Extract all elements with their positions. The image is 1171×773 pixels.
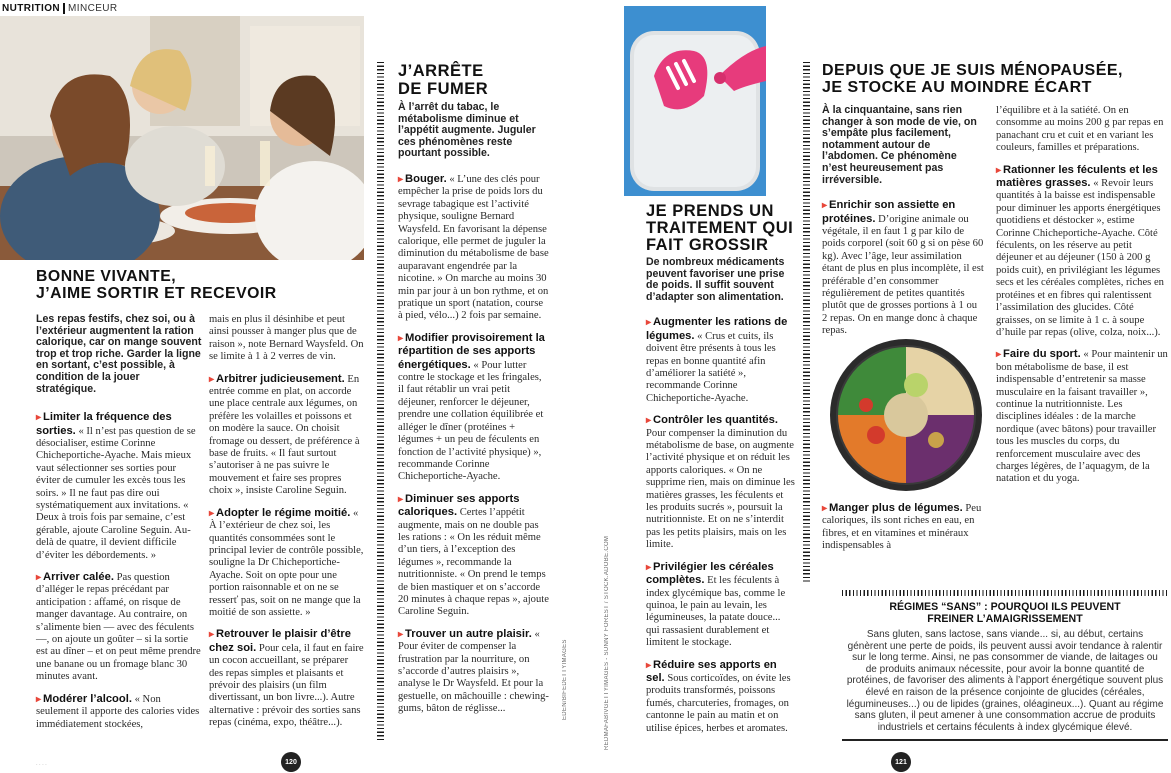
s4-paragraph-2 — [822, 502, 982, 553]
s3-p2-text: Pour compenser la diminution du métabolisme de base, on augmente l’activité physique et on réduit les apports caloriques. « On ne supprime rien, mais on diminue les matières grasses, les féculents et les produits sucrés », poursuit la nutritionniste. Et on ne s’interdit pas les petits plaisirs, mais on les limite. — [646, 427, 795, 551]
box-bottom-rule — [842, 739, 1168, 741]
s1-column-2 — [209, 314, 364, 739]
footer-text-left: · · · · — [36, 762, 47, 768]
arrow-icon: ▸ — [209, 507, 215, 519]
photo-salad-bowl — [826, 335, 986, 495]
s2-lead: À l’arrêt du tabac, le métabolisme diminue et l’appétit augmente. Juguler ces phénomènes reste pourtant possible. — [398, 101, 536, 160]
s3-title-line3: FAIT GROSSIR — [646, 236, 769, 254]
photo-friends-eating — [0, 16, 364, 260]
box-title — [842, 602, 1168, 625]
s1-p3-heading: ▸ Modérer l’alcool. — [36, 692, 132, 705]
s1-paragraph-4 — [209, 373, 364, 498]
arrow-icon: ▸ — [398, 173, 404, 185]
box-top-rule — [842, 590, 1168, 596]
arrow-icon: ▸ — [646, 561, 652, 573]
s4-p4-text: « Pour maintenir un bon métabolisme de base, il est indispensable d’entretenir sa masse musculaire en la faisant travailler », continue la nutritionniste. Les disciplines idéales : de la marche nordique (avec bâtons) pour travailler tous les muscles du corps, du renforcement musculaire avec des charges légères, de l’aquagym, de la natation et du yoga. — [996, 349, 1168, 485]
s1-p2-heading: ▸ Arriver calée. — [36, 571, 114, 584]
sidebar-box — [842, 590, 1168, 745]
s3-paragraph-2 — [646, 414, 796, 551]
subsection-label: MINCEUR — [68, 2, 118, 14]
photo-friends-eating-illustration — [0, 16, 364, 260]
s1-col2-intro: mais en plus il désinhibe et peut ainsi pousser à manger plus que de raison », note Bernard Waysfeld. On se limite à 1 à 2 verres de vin. — [209, 314, 364, 363]
s3-column — [646, 257, 796, 744]
box-title-line2: FREINER L’AMAIGRISSEMENT — [927, 612, 1083, 625]
s1-p5-heading: ▸ Adopter le régime moitié. — [209, 506, 351, 519]
s2-paragraph-3 — [398, 493, 550, 619]
s3-p4-text: Sous corticoïdes, on évite les produits transformés, poissons fumés, charcuteries, fromages, on cantonne le pain au matin et on utilise épices, herbes et aromates. — [646, 672, 791, 734]
s1-title-line2: J’AIME SORTIR ET RECEVOIR — [36, 285, 277, 302]
salad-bowl-illustration — [826, 335, 986, 495]
s1-p4-heading: ▸ Arbitrer judicieusement. — [209, 372, 345, 385]
s2-p3-heading: ▸ Diminuer ses apports caloriques. — [398, 492, 520, 519]
s1-p3-text: « Non seulement il apporte des calories vides immédiatement stockées, — [36, 693, 200, 730]
decorative-stripes-right — [803, 62, 810, 582]
page-number-left: 120 — [281, 752, 301, 772]
s4-title-line1: DEPUIS QUE JE SUIS MÉNOPAUSÉE, — [822, 62, 1123, 79]
arrow-icon: ▸ — [36, 693, 42, 705]
s4-p2-heading: ▸ Manger plus de légumes. — [822, 502, 963, 514]
s1-p1-heading: ▸ Limiter la fréquence des sorties. — [36, 411, 172, 437]
s4-lead: À la cinquantaine, sans rien changer à son mode de vie, on s’empâte plus facilement, notamment autour de l’abdomen. Ce phénomène n’est heureusement pas irréversible. — [822, 104, 977, 186]
photo-scale — [624, 6, 766, 196]
arrow-icon: ▸ — [996, 349, 1002, 361]
section-label: NUTRITION — [2, 2, 61, 14]
arrow-icon: ▸ — [646, 659, 652, 671]
box-text: Sans gluten, sans lactose, sans viande... si, au début, certains génèrent une perte de poids, ils peuvent aussi avoir tendance à ralentir sur le long terme. Ainsi, ne pas consommer de viande, de laitages ou de produits animaux nécessite, pour avoir la bonne quantité de protéines, de favoriser des aliments à l’apport énergétique souvent plus élevé en raison de la présence conjointe de glucides (céréales, légumineuses...) ou de lipides (graines, oléagineux...). Quant au régime sans gluten, il peut amener à une consommation accrue de produits industriels et certains féculents à index glycémique élevé. — [846, 629, 1164, 733]
s3-p1-heading: ▸ Augmenter les rations de légumes. — [646, 316, 788, 342]
arrow-icon: ▸ — [822, 200, 828, 212]
s2-title-line2: DE FUMER — [398, 80, 489, 98]
s4-column-2 — [996, 105, 1168, 495]
scale-illustration — [624, 6, 766, 196]
s2-p4-text: « Pour éviter de compenser la frustration par la nourriture, on s’accorde d’autres plaisirs », analyse le Dr Waysfeld. Et pour la gestuelle, on mâchouille : chewing-gums, bâton de réglisse... — [398, 628, 549, 715]
arrow-icon: ▸ — [822, 503, 828, 514]
s3-title-line2: TRAITEMENT QUI — [646, 219, 794, 237]
s3-paragraph-4 — [646, 659, 796, 735]
s2-p2-heading: ▸ Modifier provisoirement la répartition de ses apports énergétiques. — [398, 331, 545, 371]
arrow-icon: ▸ — [209, 373, 215, 385]
arrow-icon: ▸ — [398, 332, 404, 344]
s4-p4-heading: ▸ Faire du sport. — [996, 348, 1081, 361]
s1-paragraph-2 — [36, 571, 202, 684]
s2-paragraph-2 — [398, 332, 550, 484]
s2-p2-text: « Pour lutter contre le stockage et les fringales, il faut rétablir un vrai petit déjeuner, renforcer le déjeuner, prendre une collation équilibrée et alléger le dîner (protéines + légumes + un peu de féculents en fonction de l’activité physique) », recommande Corinne Chicheportiche-Ayache. — [398, 359, 544, 483]
page-number-right: 121 — [891, 752, 911, 772]
arrow-icon: ▸ — [36, 572, 42, 584]
s2-p4-heading: ▸ Trouver un autre plaisir. — [398, 627, 532, 640]
s4-paragraph-4 — [996, 348, 1168, 485]
s1-lead: Les repas festifs, chez soi, ou à l’extérieur augmentent la ration calorique, car on mange souvent trop et trop riche. Garder la ligne en sortant, c’est possible, à condition de la jouer stratégique. — [36, 313, 202, 395]
s1-p4-text: En entrée comme en plat, on accorde une place centrale aux légumes, on préfère les volailles et poissons et on modère la sauce. On choisit fromage ou dessert, de préférence à base de fruits. « Il faut surtout s’autoriser à ne pas suivre le mouvement et faire ses propres choix », insiste Caroline Seguin. — [209, 373, 360, 497]
s1-p5-text: « À l’extérieur de chez soi, les quantités consommées sont le principal levier de contrôle possible, souligne la Dr Chicheportiche-Ayache. Soit on opte pour une portion raisonnable et on ne se resserť pas, soit on ne mange que la moitié de son assiette. » — [209, 507, 364, 618]
s2-p3-text: Certes l’appétit augmente, mais on ne double pas les rations : « On les réduit même d’un tiers, à l’exception des légumes », recommande la nutritionniste. « On prend le temps de bien mastiquer et on s’accorde 20 minutes à chaque repas », ajoute Caroline Seguin. — [398, 507, 549, 618]
s2-column — [398, 102, 550, 725]
photo-credit-right: REDMAFABIVGETTYIMAGES - SUNNY FOREST / STOCK.ADOBE.COM — [604, 535, 610, 750]
s4-title-line2: JE STOCKE AU MOINDRE ÉCART — [822, 79, 1092, 96]
s1-p1-text: « Il n’est pas question de se désocialiser, estime Corinne Chicheportiche-Ayache. Mais mieux vaut sélectionner ses sorties pour éviter de cumuler les excès tous les soirs. » Il ne faut pas dire oui systématiquement aux invitations. « Deux à trois fois par semaine, c’est gérable, ajoute Caroline Seguin. Au-delà de quatre, il devient difficile d’éviter les débordements. » — [36, 425, 196, 561]
s1-column-1 — [36, 314, 202, 740]
s1-p2-text: Pas question d’alléger le repas précédant par anticipation : affamé, on risque de manger davantage. Au contraire, on s’alimente bien — avec des féculents —, on ajoute un goûter – si la sortie est au dîner – et on peut même prendre une banane ou un fromage blanc 30 minutes avant. — [36, 572, 201, 683]
s2-paragraph-4 — [398, 628, 550, 716]
s2-paragraph-1 — [398, 173, 550, 323]
s4-paragraph-3 — [996, 164, 1168, 340]
s1-paragraph-6 — [209, 628, 364, 729]
s4-p1-heading: ▸ Enrichir son assiette en protéines. — [822, 199, 956, 225]
s4-p3-text: « Revoir leurs quantités à la baisse est indispensable pour diminuer les apports énergétiques quotidiens et déstocker », estime Corinne Chicheportiche-Ayache. Côté féculents, on les réserve au petit déjeuner et au déjeuner (150 à 200 g poids cuit), en privilégiant les légumes secs et les céréales complètes, riches en protéines et en fibres qui ralentissent l’assimilation des glucides. Côté graisses, on se limite à 1 c. à soupe d’huile par repas (olive, colza, noix...). — [996, 178, 1164, 338]
s1-p6-text: Pour cela, il faut en faire un cocon accueillant, se préparer des repas simples et plaisants et prévoir des plaisirs (un film divertissant, un bon livre...). Autre alternative : prévoir des sorties sans repas (cinéma, expo, théâtre...). — [209, 642, 364, 729]
s4-title — [822, 62, 1123, 96]
s4-p3-heading: ▸ Rationner les féculents et les matières grasses. — [996, 163, 1158, 190]
s3-title — [646, 203, 793, 254]
s2-p1-text: « L’une des clés pour empêcher la prise de poids lors du sevrage tabagique est l’activité physique, souligne Bernard Waysfeld. En favorisant la dépense calorique, elle permet de juguler la diminution du métabolisme de base auparavant engendrée par la nicotine. » On marche au moins 30 min par jour à un bon rythme, et on pratique un sport (natation, course à pied, vélo...) 2 fois par semaine. — [398, 173, 549, 322]
s4-col2-intro: l’équilibre et à la satiété. On en consomme au moins 200 g par repas en panachant cru et cuit et en variant les couleurs, familles et préparations. — [996, 105, 1164, 154]
s4-paragraph-1 — [822, 199, 984, 337]
s1-title — [36, 268, 277, 302]
s1-paragraph-5 — [209, 507, 364, 620]
s4-p2-text: Peu caloriques, ils sont riches en eau, en fibres, et en vitamines et minéraux indispensables à — [822, 503, 982, 552]
s3-paragraph-3 — [646, 561, 796, 650]
s1-paragraph-3 — [36, 693, 202, 731]
s1-p6-heading: ▸ Retrouver le plaisir d’être chez soi. — [209, 628, 351, 654]
box-title-line1: RÉGIMES “SANS” : POURQUOI ILS PEUVENT — [889, 601, 1121, 613]
s4-column-1 — [822, 105, 984, 347]
arrow-icon: ▸ — [996, 164, 1002, 176]
s3-paragraph-1 — [646, 316, 796, 405]
s3-p3-heading: ▸ Privilégier les céréales complètes. — [646, 560, 774, 587]
arrow-icon: ▸ — [646, 317, 652, 329]
s2-p1-heading: ▸ Bouger. — [398, 172, 447, 185]
s2-title — [398, 62, 488, 98]
s1-paragraph-1 — [36, 411, 202, 562]
arrow-icon: ▸ — [398, 493, 404, 505]
s3-title-line1: JE PRENDS UN — [646, 202, 774, 220]
arrow-icon: ▸ — [398, 628, 404, 640]
section-header — [2, 2, 118, 14]
s3-p3-text: Et les féculents à index glycémique bas, comme le quinoa, le pain au levain, les légumineuses, la patate douce... qui rassasient durablement et limitent le stockage. — [646, 575, 786, 649]
decorative-stripes — [377, 62, 384, 742]
arrow-icon: ▸ — [36, 412, 42, 424]
s4-column-1b — [822, 502, 982, 562]
photo-credit-left: EDEN/BIFEDETTYIMAGES — [562, 639, 568, 720]
s1-title-line1: BONNE VIVANTE, — [36, 268, 177, 285]
s3-lead: De nombreux médicaments peuvent favoriser une prise de poids. Il suffit souvent d’adapter son alimentation. — [646, 256, 785, 303]
s4-p1-text: D’origine animale ou végétale, il en faut 1 g par kilo de poids corporel (soit 60 g si on pèse 60 kg). Avec l’âge, leur assimilation étant de plus en plus incomplète, il est préférable d’en consommer régulièrement de petites quantités plutôt que de grosses portions à 1 ou 2 repas. On en mange donc à chaque repas. — [822, 213, 984, 337]
s2-title-line1: J’ARRÊTE — [398, 62, 484, 80]
arrow-icon: ▸ — [646, 415, 652, 427]
arrow-icon: ▸ — [209, 629, 215, 641]
s3-p2-heading: ▸ Contrôler les quantités. — [646, 414, 778, 427]
s3-p4-heading: ▸ Réduire ses apports en sel. — [646, 658, 777, 684]
s3-p1-text: « Crus et cuits, ils doivent être présents à tous les repas en bonne quantité afin d’améliorer la satiété », recommande Corinne Chicheportiche-Ayache. — [646, 330, 776, 404]
